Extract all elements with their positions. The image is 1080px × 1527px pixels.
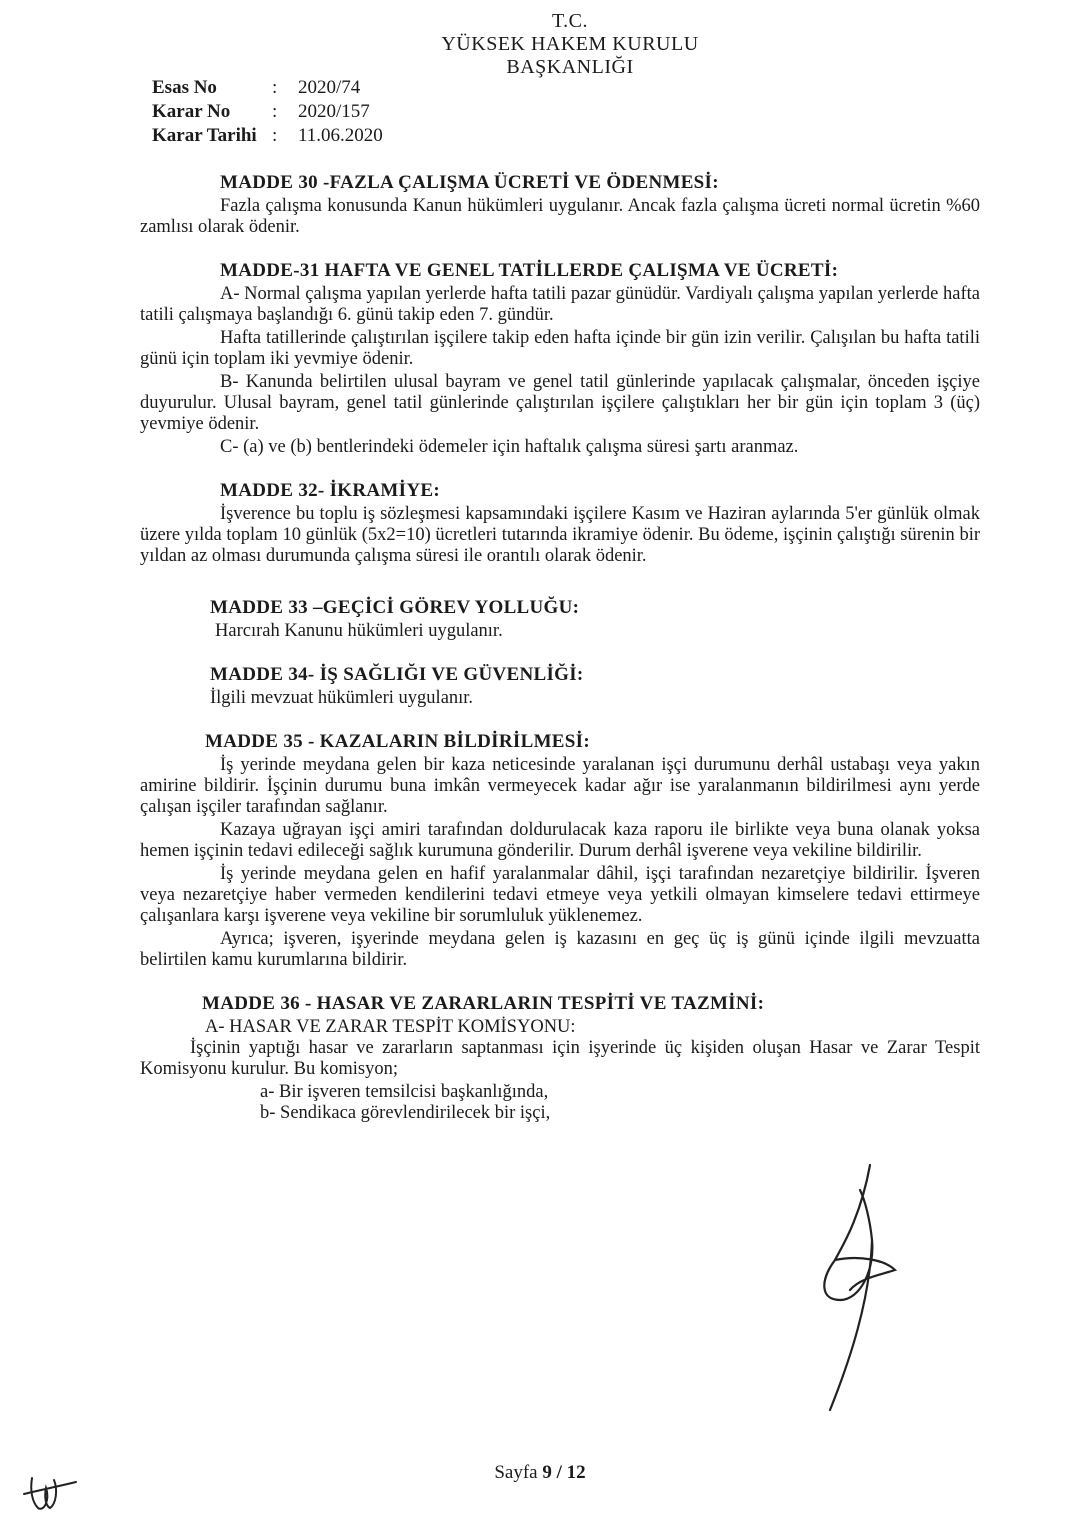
paragraph: Kazaya uğrayan işçi amiri tarafından doldurulacak kaza raporu ile birlikte veya buna olanak yoksa hemen işçinin tedavi edileceği sağlık kurumuna gönderilir. Durum derhâl işverene veya vekiline bildirilir. xyxy=(140,820,980,861)
article-title: MADDE 33 –GEÇİCİ GÖREV YOLLUĞU: xyxy=(210,597,580,618)
paragraph: B- Kanunda belirtilen ulusal bayram ve genel tatil günlerinde yapılacak çalışmalar, önceden işçiye duyurulur. Ulusal bayram, genel tatil günlerinde çalıştırılan işçilere çalıştıkları her bir gün için toplam 3 (üç) yevmiye ödenir. xyxy=(140,372,980,434)
meta-row-esas xyxy=(152,76,383,100)
list-item: a- Bir işveren temsilcisi başkanlığında, xyxy=(260,1082,549,1102)
page-label: Sayfa xyxy=(494,1462,538,1483)
meta-separator: : xyxy=(272,77,278,98)
paragraph: A- Normal çalışma yapılan yerlerde hafta tatili pazar günüdür. Vardiyalı çalışma yapılan yerlerde hafta tatili çalışmaya başlandığı 6. günü takip eden 7. gündür. xyxy=(140,284,980,325)
article-35 xyxy=(140,731,980,971)
meta-key: Karar Tarihi xyxy=(152,125,257,146)
article-title: MADDE 36 - HASAR VE ZARARLARIN TESPİTİ VE TAZMİNİ: xyxy=(202,993,765,1014)
item-list xyxy=(260,1082,980,1124)
meta-value: 2020/157 xyxy=(298,101,370,122)
article-30 xyxy=(140,172,980,238)
case-metadata xyxy=(152,76,383,148)
paragraph: İş yerinde meydana gelen en hafif yaralanmalar dâhil, işçi tarafından nezaretçiye bildirilir. İşveren veya nezaretçiye haber vermeden kendilerini tedavi etmeye veya yetkili olmayan kimselere tedavi ettirmeye çalışanlara karşı işverene veya vekiline bir sorumluluk yüklenemez. xyxy=(140,864,980,926)
meta-value: 11.06.2020 xyxy=(298,125,383,146)
article-title: MADDE 32- İKRAMİYE: xyxy=(220,480,440,501)
article-31 xyxy=(140,260,980,458)
paragraph: İş yerinde meydana gelen bir kaza neticesinde yaralanan işçi durumunu derhâl ustabaşı veya yakın amirine bildirir. İşçinin durumu buna imkân vermeyecek kadar ağır ise yaralanmanın bildirilmesi aynı yerde çalışan işçiler tarafından sağlanır. xyxy=(140,755,980,817)
meta-row-karar xyxy=(152,100,383,124)
paragraph: İlgili mevzuat hükümleri uygulanır. xyxy=(210,688,474,708)
article-33 xyxy=(140,597,980,642)
paragraph: Harcırah Kanunu hükümleri uygulanır. xyxy=(215,621,503,641)
page-total: 12 xyxy=(566,1462,586,1483)
list-item: b- Sendikaca görevlendirilecek bir işçi, xyxy=(260,1103,551,1123)
article-title: MADDE 35 - KAZALARIN BİLDİRİLMESİ: xyxy=(205,731,590,752)
page-footer xyxy=(0,1462,1080,1484)
article-title: MADDE-31 HAFTA VE GENEL TATİLLERDE ÇALIŞMA VE ÜCRETİ: xyxy=(220,260,839,281)
paragraph: Fazla çalışma konusunda Kanun hükümleri uygulanır. Ancak fazla çalışma ücreti normal ücretin %60 zamlısı olarak ödenir. xyxy=(140,196,980,237)
article-title: MADDE 30 -FAZLA ÇALIŞMA ÜCRETİ VE ÖDENMESİ: xyxy=(220,172,719,193)
header-line-institution: YÜKSEK HAKEM KURULU xyxy=(441,33,699,55)
meta-separator: : xyxy=(272,125,278,146)
meta-row-tarih xyxy=(152,124,383,148)
paragraph: İşçinin yaptığı hasar ve zararların saptanması için işyerinde üç kişiden oluşan Hasar ve Zarar Tespit Komisyonu kurulur. Bu komisyon; xyxy=(140,1038,980,1079)
paragraph: Hafta tatillerinde çalıştırılan işçilere takip eden hafta içinde bir gün izin verilir. Çalışılan bu hafta tatili günü için toplam iki yevmiye ödenir. xyxy=(140,328,980,369)
article-34 xyxy=(140,664,980,709)
header-line-presidency: BAŞKANLIĞI xyxy=(506,56,634,78)
meta-key: Karar No xyxy=(152,101,231,122)
document-body xyxy=(140,172,980,1146)
meta-key: Esas No xyxy=(152,77,217,98)
paragraph: Ayrıca; işveren, işyerinde meydana gelen iş kazasını en geç üç iş günü içinde ilgili mevzuatta belirtilen kamu kurumlarına bildirir. xyxy=(140,929,980,970)
paragraph: C- (a) ve (b) bentlerindeki ödemeler için haftalık çalışma süresi şartı aranmaz. xyxy=(220,437,799,457)
page-separator: / xyxy=(556,1462,562,1483)
header-line-tc: T.C. xyxy=(551,10,589,32)
meta-value: 2020/74 xyxy=(298,77,361,98)
article-title: MADDE 34- İŞ SAĞLIĞI VE GÜVENLİĞİ: xyxy=(210,664,584,685)
institution-header xyxy=(420,10,720,79)
page-current: 9 xyxy=(542,1462,552,1483)
signature-icon xyxy=(800,1160,910,1420)
article-36 xyxy=(140,993,980,1124)
article-subtitle: A- HASAR VE ZARAR TESPİT KOMİSYONU: xyxy=(205,1017,576,1037)
meta-separator: : xyxy=(272,101,278,122)
article-32 xyxy=(140,480,980,567)
paragraph: İşverence bu toplu iş sözleşmesi kapsamındaki işçilere Kasım ve Haziran aylarında 5'er günlük olmak üzere yılda toplam 10 günlük (5x2=10) ücretleri tutarında ikramiye ödenir. Bu ödeme, işçinin çalıştığı sürenin bir yıldan az olması durumunda çalışma süresi ile orantılı olarak ödenir. xyxy=(140,504,980,566)
